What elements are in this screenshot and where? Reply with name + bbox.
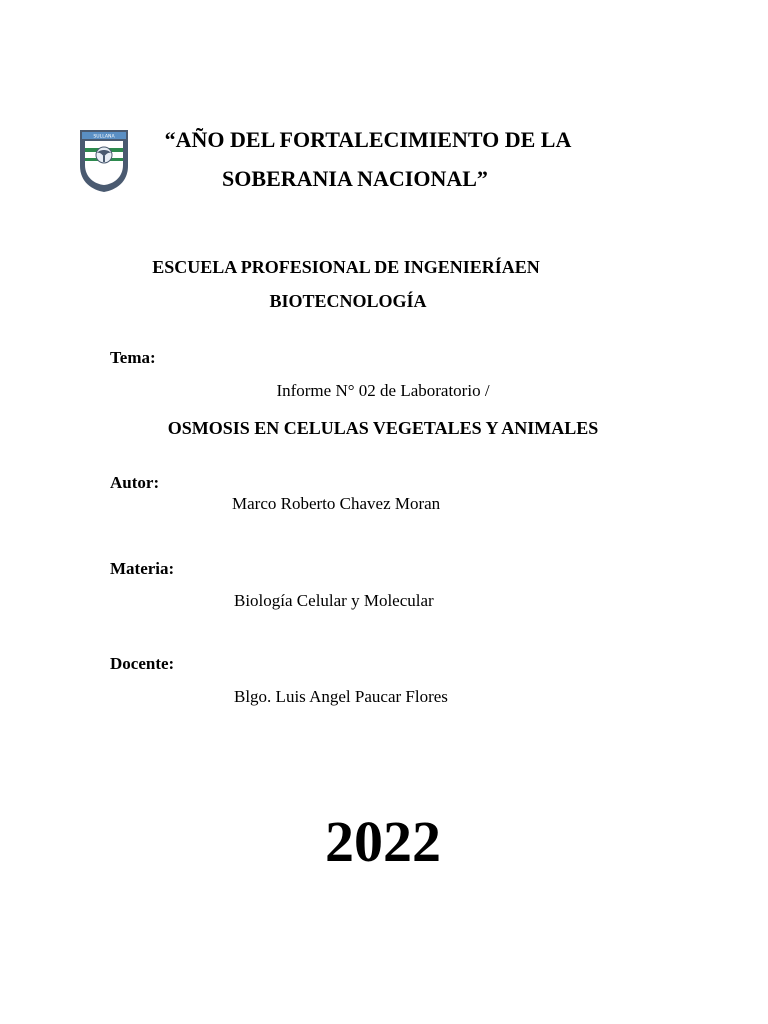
docente-label: Docente: [110, 654, 175, 673]
school-title-line-1: ESCUELA PROFESIONAL DE INGENIERÍAEN [152, 257, 540, 277]
materia-label: Materia: [110, 559, 175, 578]
logo-text: SULLANA [93, 134, 115, 140]
motto-line-1: “AÑO DEL FORTALECIMIENTO DE LA [164, 127, 572, 152]
motto-line-2: SOBERANIA NACIONAL” [222, 166, 488, 191]
autor-label: Autor: [110, 473, 160, 492]
docente-value: Blgo. Luis Angel Paucar Flores [234, 687, 448, 706]
autor-value: Marco Roberto Chavez Moran [232, 494, 441, 513]
tema-title: OSMOSIS EN CELULAS VEGETALES Y ANIMALES [167, 418, 599, 438]
school-title-line-2: BIOTECNOLOGÍA [269, 291, 427, 311]
materia-value: Biología Celular y Molecular [234, 591, 434, 610]
year: 2022 [325, 809, 441, 874]
tema-report-number: Informe N° 02 de Laboratorio / [276, 381, 490, 400]
tema-label: Tema: [110, 348, 156, 367]
